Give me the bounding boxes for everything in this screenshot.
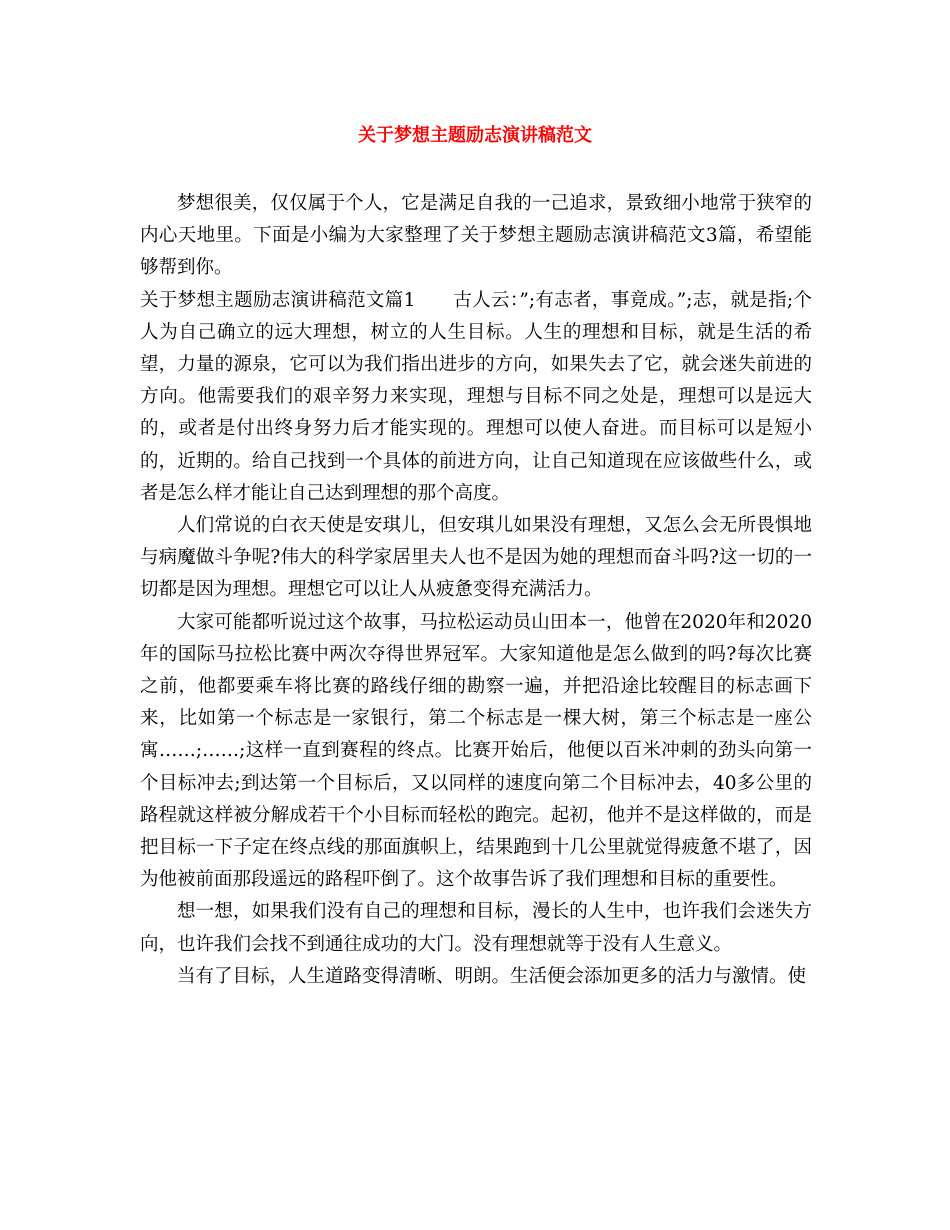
document-body <box>140 188 812 993</box>
paragraph-intro: 梦想很美，仅仅属于个人，它是满足自我的一己追求，景致细小地常于狭窄的内心天地里。下面是小编为大家整理了关于梦想主题励志演讲稿范文3篇，希望能够帮到你。 <box>140 193 812 279</box>
paragraph-reflection: 想一想，如果我们没有自己的理想和目标，漫长的人生中，也许我们会迷失方向，也许我们会找不到通往成功的大门。没有理想就等于没有人生意义。 <box>140 901 812 955</box>
paragraph-angel-example: 人们常说的白衣天使是安琪儿，但安琪儿如果没有理想，又怎么会无所畏惧地与病魔做斗争呢?伟大的科学家居里夫人也不是因为她的理想而奋斗吗?这一切的一切都是因为理想。理想它可以让人从疲惫变得充满活力。 <box>140 515 812 601</box>
paragraph-article-1-opening: 关于梦想主题励志演讲稿范文篇1 古人云：”;有志者，事竟成。”;志，就是指;个人为自己确立的远大理想，树立的人生目标。人生的理想和目标，就是生活的希望，力量的源泉，它可以为我们指出进步的方向，如果失去了它，就会迷失前进的方向。他需要我们的艰辛努力来实现，理想与目标不同之处是，理想可以是远大的，或者是付出终身努力后才能实现的。理想可以使人奋进。而目标可以是短小的，近期的。给自己找到一个具体的前进方向，让自己知道现在应该做些什么，或者是怎么样才能让自己达到理想的那个高度。 <box>140 289 812 504</box>
paragraph-goal-clarity: 当有了目标，人生道路变得清晰、明朗。生活便会添加更多的活力与激情。使 <box>177 965 807 987</box>
paragraph-marathon-story: 大家可能都听说过这个故事，马拉松运动员山田本一，他曾在2020年和2020年的国际马拉松比赛中两次夺得世界冠军。大家知道他是怎么做到的吗?每次比赛之前，他都要乘车将比赛的路线仔细的勘察一遍，并把沿途比较醒目的标志画下来，比如第一个标志是一家银行，第二个标志是一棵大树，第三个标志是一座公寓……;……;这样一直到赛程的终点。比赛开始后，他便以百米冲刺的劲头向第一个目标冲去;到达第一个目标后，又以同样的速度向第二个目标冲去，40多公里的路程就这样被分解成若干个小目标而轻松的跑完。起初，他并不是这样做的，而是把目标一下子定在终点线的那面旗帜上，结果跑到十几公里就觉得疲惫不堪了，因为他被前面那段遥远的路程吓倒了。这个故事告诉了我们理想和目标的重要性。 <box>140 611 812 891</box>
document-title: 关于梦想主题励志演讲稿范文 <box>358 125 592 146</box>
